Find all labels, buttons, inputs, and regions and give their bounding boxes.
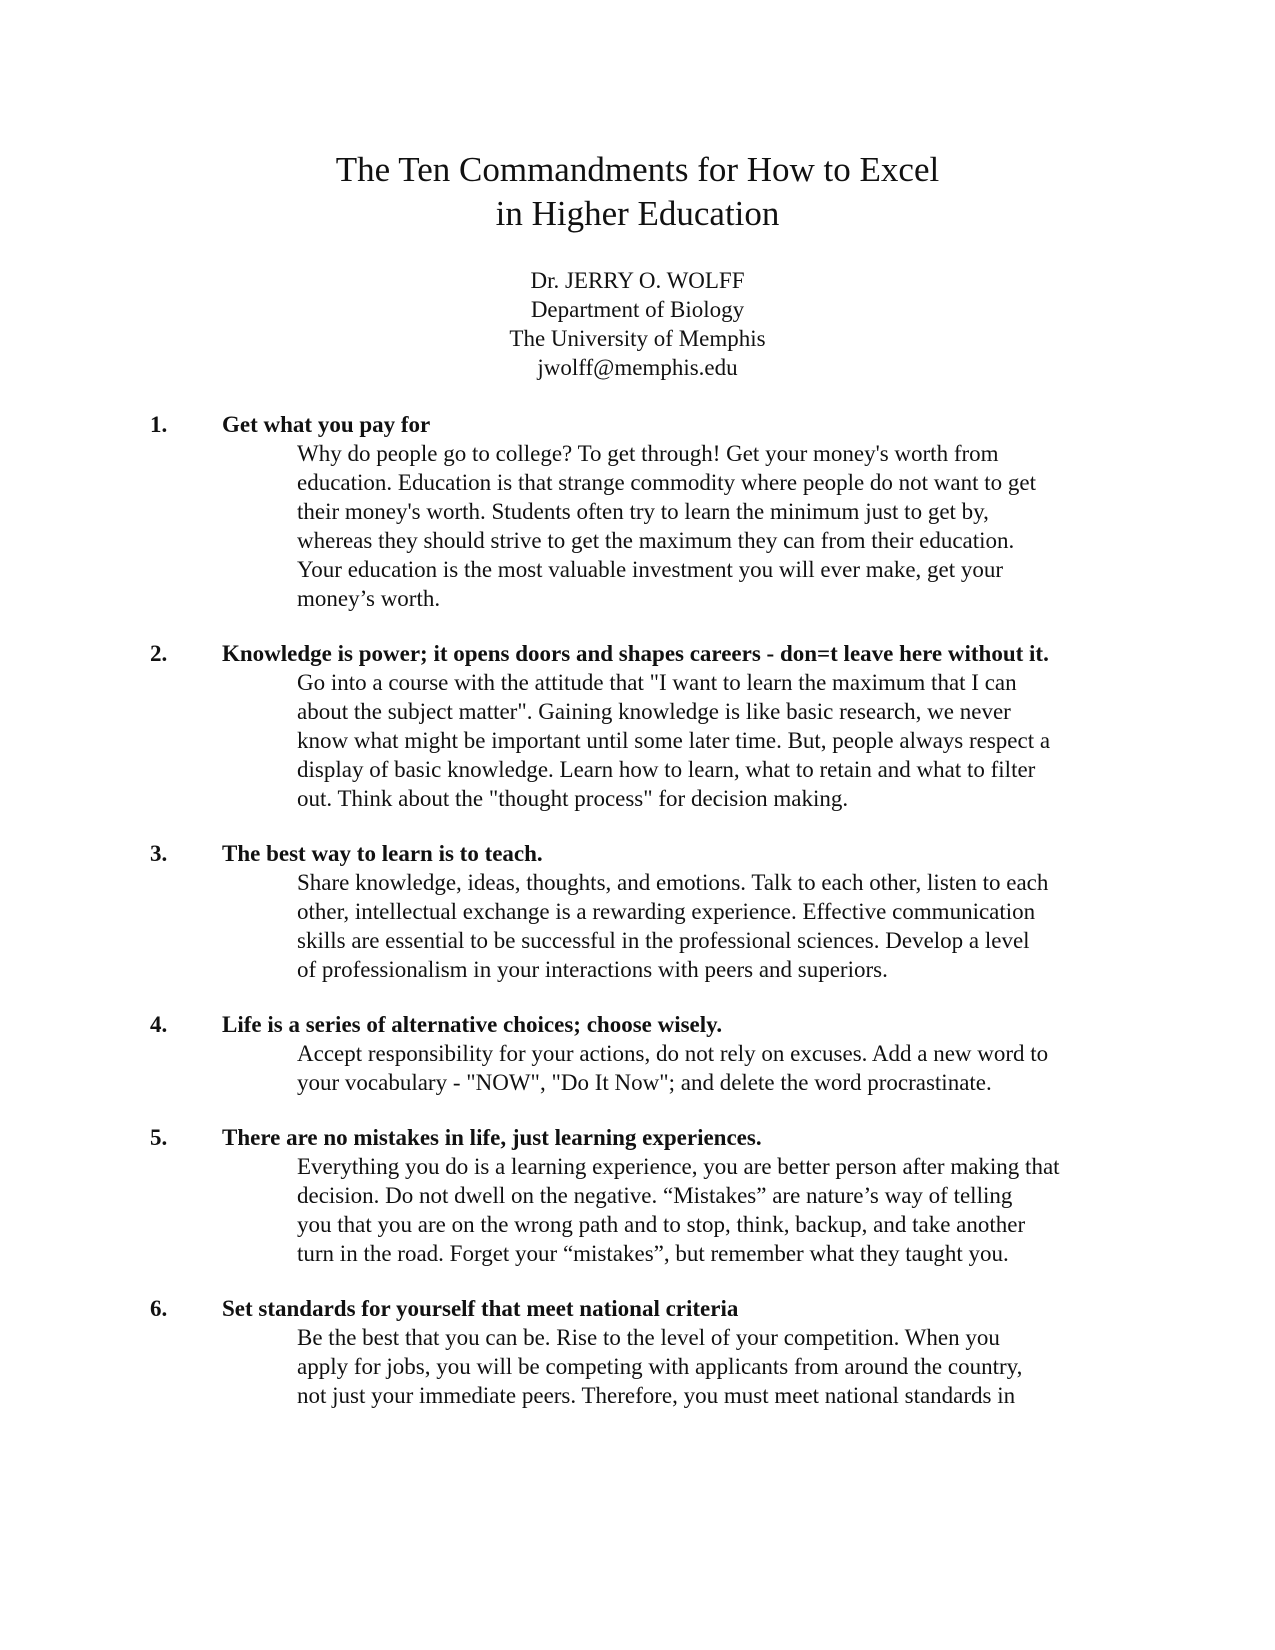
item-body bbox=[297, 1323, 1112, 1410]
body-line: your vocabulary - "NOW", "Do It Now"; and delete the word procrastinate. bbox=[297, 1070, 992, 1095]
item-body bbox=[297, 668, 1112, 813]
body-line: Share knowledge, ideas, thoughts, and emotions. Talk to each other, listen to each bbox=[297, 870, 1049, 895]
body-line: Why do people go to college? To get through! Get your money's worth from bbox=[297, 441, 999, 466]
item-number: 4. bbox=[150, 1012, 168, 1037]
body-line: Go into a course with the attitude that "I want to learn the maximum that I can bbox=[297, 670, 1017, 695]
item-number: 2. bbox=[150, 641, 168, 666]
author-email: jwolff@memphis.edu bbox=[537, 355, 738, 380]
commandment-item-4 bbox=[0, 1010, 1275, 1097]
commandment-list bbox=[0, 410, 1275, 1436]
body-line: Your education is the most valuable investment you will ever make, get your bbox=[297, 557, 1004, 582]
body-line: education. Education is that strange commodity where people do not want to get bbox=[297, 470, 1036, 495]
item-heading: Life is a series of alternative choices; choose wisely. bbox=[222, 1012, 723, 1037]
author-department: Department of Biology bbox=[530, 297, 745, 322]
body-line: skills are essential to be successful in the professional sciences. Develop a level bbox=[297, 928, 1030, 953]
item-heading: Knowledge is power; it opens doors and shapes careers - don=t leave here without it. bbox=[222, 641, 1049, 666]
commandment-item-3 bbox=[0, 839, 1275, 984]
item-body bbox=[297, 439, 1112, 613]
body-line: of professionalism in your interactions with peers and superiors. bbox=[297, 957, 888, 982]
title-line-1: The Ten Commandments for How to Excel bbox=[335, 150, 940, 189]
item-body bbox=[297, 1152, 1112, 1268]
item-number: 6. bbox=[150, 1296, 168, 1321]
author-institution: The University of Memphis bbox=[509, 326, 766, 351]
author-block bbox=[0, 266, 1275, 382]
item-heading: Get what you pay for bbox=[222, 412, 431, 437]
body-line: out. Think about the "thought process" for decision making. bbox=[297, 786, 849, 811]
title-line-2: in Higher Education bbox=[495, 194, 780, 233]
body-line: apply for jobs, you will be competing with applicants from around the country, bbox=[297, 1354, 1023, 1379]
body-line: whereas they should strive to get the maximum they can from their education. bbox=[297, 528, 1015, 553]
commandment-item-2 bbox=[0, 639, 1275, 813]
body-line: Be the best that you can be. Rise to the level of your competition. When you bbox=[297, 1325, 1000, 1350]
item-body bbox=[297, 868, 1112, 984]
body-line: Everything you do is a learning experience, you are better person after making that bbox=[297, 1154, 1060, 1179]
body-line: Accept responsibility for your actions, do not rely on excuses. Add a new word to bbox=[297, 1041, 1049, 1066]
item-heading: Set standards for yourself that meet national criteria bbox=[222, 1296, 739, 1321]
body-line: their money's worth. Students often try to learn the minimum just to get by, bbox=[297, 499, 989, 524]
item-heading: There are no mistakes in life, just learning experiences. bbox=[222, 1125, 762, 1150]
document-title bbox=[0, 148, 1275, 236]
body-line: know what might be important until some later time. But, people always respect a bbox=[297, 728, 1051, 753]
body-line: other, intellectual exchange is a rewarding experience. Effective communication bbox=[297, 899, 1036, 924]
body-line: not just your immediate peers. Therefore, you must meet national standards in bbox=[297, 1383, 1016, 1408]
body-line: you that you are on the wrong path and to stop, think, backup, and take another bbox=[297, 1212, 1026, 1237]
body-line: money’s worth. bbox=[297, 586, 441, 611]
item-number: 5. bbox=[150, 1125, 168, 1150]
commandment-item-6 bbox=[0, 1294, 1275, 1410]
item-number: 1. bbox=[150, 412, 168, 437]
item-number: 3. bbox=[150, 841, 168, 866]
body-line: decision. Do not dwell on the negative. “Mistakes” are nature’s way of telling bbox=[297, 1183, 1013, 1208]
commandment-item-5 bbox=[0, 1123, 1275, 1268]
commandment-item-1 bbox=[0, 410, 1275, 613]
item-heading: The best way to learn is to teach. bbox=[222, 841, 543, 866]
item-body bbox=[297, 1039, 1112, 1097]
body-line: turn in the road. Forget your “mistakes”, but remember what they taught you. bbox=[297, 1241, 1009, 1266]
body-line: about the subject matter". Gaining knowledge is like basic research, we never bbox=[297, 699, 1011, 724]
author-name: Dr. JERRY O. WOLFF bbox=[530, 268, 745, 293]
body-line: display of basic knowledge. Learn how to learn, what to retain and what to filter bbox=[297, 757, 1036, 782]
